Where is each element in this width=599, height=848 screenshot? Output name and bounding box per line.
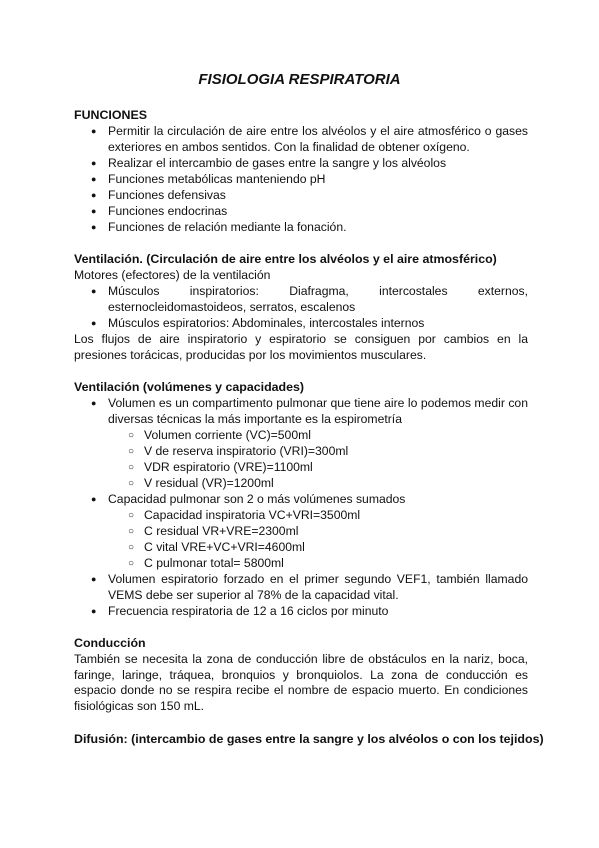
section-heading-conduccion: Conducción — [74, 636, 146, 650]
section-heading-funciones: FUNCIONES — [74, 108, 147, 122]
section-heading-volumenes: Ventilación (volúmenes y capacidades) — [74, 380, 305, 394]
list-item: ● Capacidad pulmonar son 2 o más volúmenes sumados — [108, 492, 528, 508]
list-item: ● Funciones de relación mediante la fonación. — [108, 220, 528, 236]
sub-list-item: ○ Volumen corriente (VC)=500ml — [144, 428, 311, 444]
sub-list-item: ○ C vital VRE+VC+VRI=4600ml — [144, 540, 305, 556]
list-item: ● Volumen es un compartimento pulmonar que tiene aire lo podemos medir con diversas técnicas la más importante es la espirometría — [108, 396, 528, 427]
page-title: FISIOLOGIA RESPIRATORIA — [198, 71, 401, 88]
sub-list-item: ○ V residual (VR)=1200ml — [144, 476, 274, 492]
list-item: ● Músculos espiratorios: Abdominales, intercostales internos — [108, 316, 528, 332]
sub-list-item: ○ VDR espiratorio (VRE)=1100ml — [144, 460, 313, 476]
sub-list-item: ○ Capacidad inspiratoria VC+VRI=3500ml — [144, 508, 360, 524]
list-item: ● Funciones defensivas — [108, 188, 528, 204]
list-item: ● Músculos inspiratorios: Diafragma, intercostales externos, esternocleidomastoideos, serratos, escalenos — [108, 284, 528, 315]
motores-text: Motores (efectores) de la ventilación — [74, 268, 271, 282]
list-item: ● Volumen espiratorio forzado en el primer segundo VEF1, también llamado VEMS debe ser superior al 78% de la capacidad vital. — [108, 572, 528, 603]
list-item: ● Frecuencia respiratoria de 12 a 16 ciclos por minuto — [108, 604, 528, 620]
list-item: ● Funciones endocrinas — [108, 204, 528, 220]
sub-list-item: ○ C pulmonar total= 5800ml — [144, 556, 284, 572]
list-item: ● Permitir la circulación de aire entre los alvéolos y el aire atmosférico o gases exteriores en ambos sentidos. Con la finalidad de obtener oxígeno. — [108, 124, 528, 155]
sub-list-item: ○ V de reserva inspiratorio (VRI)=300ml — [144, 444, 348, 460]
list-item: ● Realizar el intercambio de gases entre la sangre y los alvéolos — [108, 156, 528, 172]
sub-list-item: ○ C residual VR+VRE=2300ml — [144, 524, 298, 540]
conduccion-paragraph: También se necesita la zona de conducción libre de obstáculos en la nariz, boca, faringe, laringe, tráquea, bronquios y bronquiolos. La zona de conducción es espacio donde no se respira recibe el nombre de espacio muerto. En condiciones fisiológicas son 150 mL. — [74, 652, 528, 713]
ventilacion-paragraph: Los flujos de aire inspiratorio y espiratorio se consiguen por cambios en la presiones torácicas, producidas por los movimientos musculares. — [74, 332, 528, 362]
section-heading-difusion: Difusión: (intercambio de gases entre la sangre y los alvéolos o con los tejidos) — [74, 732, 544, 746]
list-item: ● Funciones metabólicas manteniendo pH — [108, 172, 528, 188]
section-heading-ventilacion: Ventilación. (Circulación de aire entre los alvéolos y el aire atmosférico) — [74, 252, 497, 266]
